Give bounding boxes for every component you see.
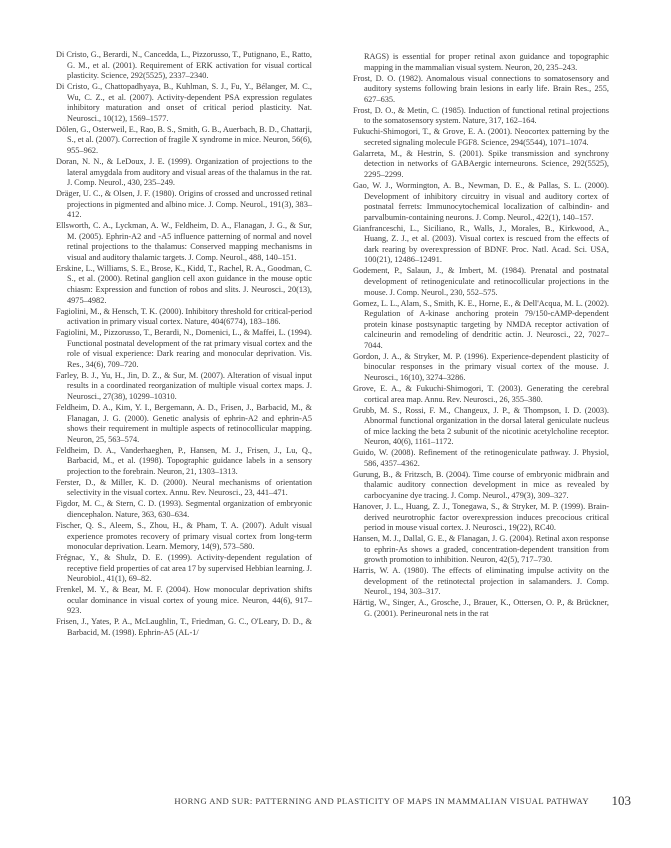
reference-entry: Grove, E. A., & Fukuchi-Shimogori, T. (2003). Generating the cerebral cortical area map. Annu. Rev. Neurosci., 26, 355–380. [353, 383, 609, 404]
reference-entry: Feldheim, D. A., Vanderhaeghen, P., Hansen, M. J., Frisen, J., Lu, Q., Barbacid, M., et al. (1998). Topographic guidance labels in a sensory projection to the forebrain. Neuron, 21, 1303–1313. [56, 445, 312, 476]
reference-entry: Harris, W. A. (1980). The effects of eliminating impulse activity on the development of the retinotectal projection in salamanders. J. Comp. Neurol., 194, 303–317. [353, 566, 609, 597]
reference-entry: Doran, N. N., & LeDoux, J. E. (1999). Organization of projections to the lateral amygdala from auditory and visual areas of the thalamus in the rat. J. Comp. Neurol., 430, 235–249. [56, 156, 312, 188]
reference-entry: Frégnac, Y., & Shulz, D. E. (1999). Activity-dependent regulation of receptive field properties of cat area 17 by supervised Hebbian learning. J. Neurobiol., 41(1), 69–82. [56, 553, 312, 584]
reference-entry: Di Cristo, G., Berardi, N., Cancedda, L., Pizzorusso, T., Putignano, E., Ratto, G. M., et al. (2001). Requirement of ERK activation for visual cortical plasticity. Science, 292(5525), 2337–2340. [56, 50, 312, 81]
reference-entry: Hansen, M. J., Dallal, G. E., & Flanagan, J. G. (2004). Retinal axon response to ephrin-As shows a graded, concentration-dependent transition from growth promotion to inhibition. Neuron, 42(5), 717–730. [353, 534, 609, 565]
reference-entry: Gurung, B., & Fritzsch, B. (2004). Time course of embryonic midbrain and thalamic auditory connection development in mice as revealed by carbocyanine dye tracing. J. Comp. Neurol., 479(3), 309–327. [353, 469, 609, 500]
reference-entry: Dräger, U. C., & Olsen, J. F. (1980). Origins of crossed and uncrossed retinal projections in pigmented and albino mice. J. Comp. Neurol., 191(3), 383–412. [56, 189, 312, 220]
reference-entry-continued: RAGS) is essential for proper retinal axon guidance and topographic mapping in the mammalian visual system. Neuron, 20, 235–243. [364, 52, 609, 72]
reference-column-right [353, 52, 609, 620]
reference-entry: Ferster, D., & Miller, K. D. (2000). Neural mechanisms of orientation selectivity in the visual cortex. Annu. Rev. Neurosci., 23, 441–471. [56, 477, 312, 498]
reference-entry: Grubb, M. S., Rossi, F. M., Changeux, J. P., & Thompson, I. D. (2003). Abnormal functional organization in the dorsal lateral geniculate nucleus of mice lacking the beta 2 subunit of the nicotinic acetylcholine receptor. Neuron, 40(6), 1161–1172. [353, 405, 609, 447]
reference-entry: Farley, B. J., Yu, H., Jin, D. Z., & Sur, M. (2007). Alteration of visual input results in a coordinated reorganization of multiple visual cortex maps. J. Neurosci., 27(38), 10299–10310. [56, 370, 312, 401]
reference-entry: Frisen, J., Yates, P. A., McLaughlin, T., Friedman, G. C., O'Leary, D. D., & Barbacid, M. (1998). Ephrin-A5 (AL-1/ [56, 617, 312, 638]
reference-entry: Galarreta, M., & Hestrin, S. (2001). Spike transmission and synchrony detection in networks of GABAergic interneurons. Science, 292(5525), 2295–2299. [353, 148, 609, 180]
reference-entry: Härtig, W., Singer, A., Grosche, J., Brauer, K., Ottersen, O. P., & Brückner, G. (2001). Perineuronal nets in the rat [353, 598, 609, 618]
page-number: 103 [611, 793, 631, 808]
reference-column-left [56, 50, 312, 639]
reference-entry: Figdor, M. C., & Stern, C. D. (1993). Segmental organization of embryonic diencephalon. Nature, 363, 630–634. [56, 499, 312, 520]
reference-entry: Gianfranceschi, L., Siciliano, R., Walls, J., Morales, B., Kirkwood, A., Huang, Z. J., et al. (2003). Visual cortex is rescued from the effects of dark rearing by overexpression of BDNF. Proc. Natl. Acad. Sci. USA, 100(21), 12486–12491. [353, 223, 609, 265]
running-head: HORNG AND SUR: PATTERNING AND PLASTICITY OF MAPS IN MAMMALIAN VISUAL PATHWAY [174, 796, 589, 806]
reference-entry: Frost, D. O., & Metin, C. (1985). Induction of functional retinal projections to the somatosensory system. Nature, 317, 162–164. [353, 105, 609, 126]
reference-entry: Erskine, L., Williams, S. E., Brose, K., Kidd, T., Rachel, R. A., Goodman, C. S., et al. (2000). Retinal ganglion cell axon guidance in the mouse optic chiasm: Expression and function of robos and slits. J. Neurosci., 20(13), 4975–4982. [56, 263, 312, 305]
reference-entry: Fischer, Q. S., Aleem, S., Zhou, H., & Pham, T. A. (2007). Adult visual experience promotes recovery of primary visual cortex from long-term monocular deprivation. Learn. Memory, 14(9), 573–580. [56, 521, 312, 552]
reference-entry: Fagiolini, M., Pizzorusso, T., Berardi, N., Domenici, L., & Maffei, L. (1994). Functional postnatal development of the rat primary visual cortex and the role of visual experience: Dark rearing and monocular deprivation. Vis. Res., 34(6), 709–720. [56, 328, 312, 369]
reference-entry: Hanover, J. L., Huang, Z. J., Tonegawa, S., & Stryker, M. P. (1999). Brain-derived neurotrophic factor overexpression induces precocious critical period in mouse visual cortex. J. Neurosci., 19(22), RC40. [353, 501, 609, 533]
reference-entry: Gao, W. J., Wormington, A. B., Newman, D. E., & Pallas, S. L. (2000). Development of inhibitory circuitry in visual and auditory cortex of postnatal ferrets: Immunocytochemical localization of calbindin- and parvalbumin-containing neurons. J. Comp. Neurol., 422(1), 140–157. [353, 181, 609, 222]
reference-entry: Fukuchi-Shimogori, T., & Grove, E. A. (2001). Neocortex patterning by the secreted signaling molecule FGF8. Science, 294(5544), 1071–1074. [353, 127, 609, 147]
reference-entry: Godement, P., Salaun, J., & Imbert, M. (1984). Prenatal and postnatal development of retinogeniculate and retinocollicular projections in the mouse. J. Comp. Neurol., 230, 552–575. [353, 266, 609, 297]
reference-entry: Feldheim, D. A., Kim, Y. I., Bergemann, A. D., Frisen, J., Barbacid, M., & Flanagan, J. G. (2000). Genetic analysis of ephrin-A2 and ephrin-A5 shows their requirement in multiple aspects of retinocollicular mapping. Neuron, 25, 563–574. [56, 403, 312, 444]
reference-entry: Ellsworth, C. A., Lyckman, A. W., Feldheim, D. A., Flanagan, J. G., & Sur, M. (2005). Ephrin-A2 and -A5 influence patterning of normal and novel retinal projections to the thalamus: Conserved mapping mechanisms in visual and auditory thalamic targets. J. Comp. Neurol., 488, 140–151. [56, 221, 312, 262]
reference-entry: Fagiolini, M., & Hensch, T. K. (2000). Inhibitory threshold for critical-period activation in primary visual cortex. Nature, 404(6774), 183–186. [56, 306, 312, 327]
reference-entry: Frost, D. O. (1982). Anomalous visual connections to somatosensory and auditory systems following brain lesions in early life. Brain Res., 255, 627–635. [353, 73, 609, 104]
reference-entry: Gordon, J. A., & Stryker, M. P. (1996). Experience-dependent plasticity of binocular responses in the primary visual cortex of the mouse. J. Neurosci., 16(10), 3274–3286. [353, 351, 609, 382]
reference-entry: Di Cristo, G., Chattopadhyaya, B., Kuhlman, S. J., Fu, Y., Bélanger, M. C., Wu, C. Z., et al. (2007). Activity-dependent PSA expression regulates inhibitory maturation and onset of critical period plasticity. Nat. Neurosci., 10(12), 1569–1577. [56, 82, 312, 123]
reference-entry: Dölen, G., Osterweil, E., Rao, B. S., Smith, G. B., Auerbach, B. D., Chattarji, S., et al. (2007). Correction of fragile X syndrome in mice. Neuron, 56(6), 955–962. [56, 124, 312, 155]
reference-entry: Frenkel, M. Y., & Bear, M. F. (2004). How monocular deprivation shifts ocular dominance in visual cortex of young mice. Neuron, 44(6), 917–923. [56, 585, 312, 616]
reference-entry: Guido, W. (2008). Refinement of the retinogeniculate pathway. J. Physiol, 586, 4357–4362. [353, 448, 609, 468]
reference-entry: Gomez, L. L., Alam, S., Smith, K. E., Horne, E., & Dell'Acqua, M. L. (2002). Regulation of A-kinase anchoring protein 79/150-cAMP-dependent protein kinase postsynaptic targeting by NMDA receptor activation of calcineurin and remodeling of dendritic actin. J. Neurosci., 22, 7027–7044. [353, 298, 609, 350]
